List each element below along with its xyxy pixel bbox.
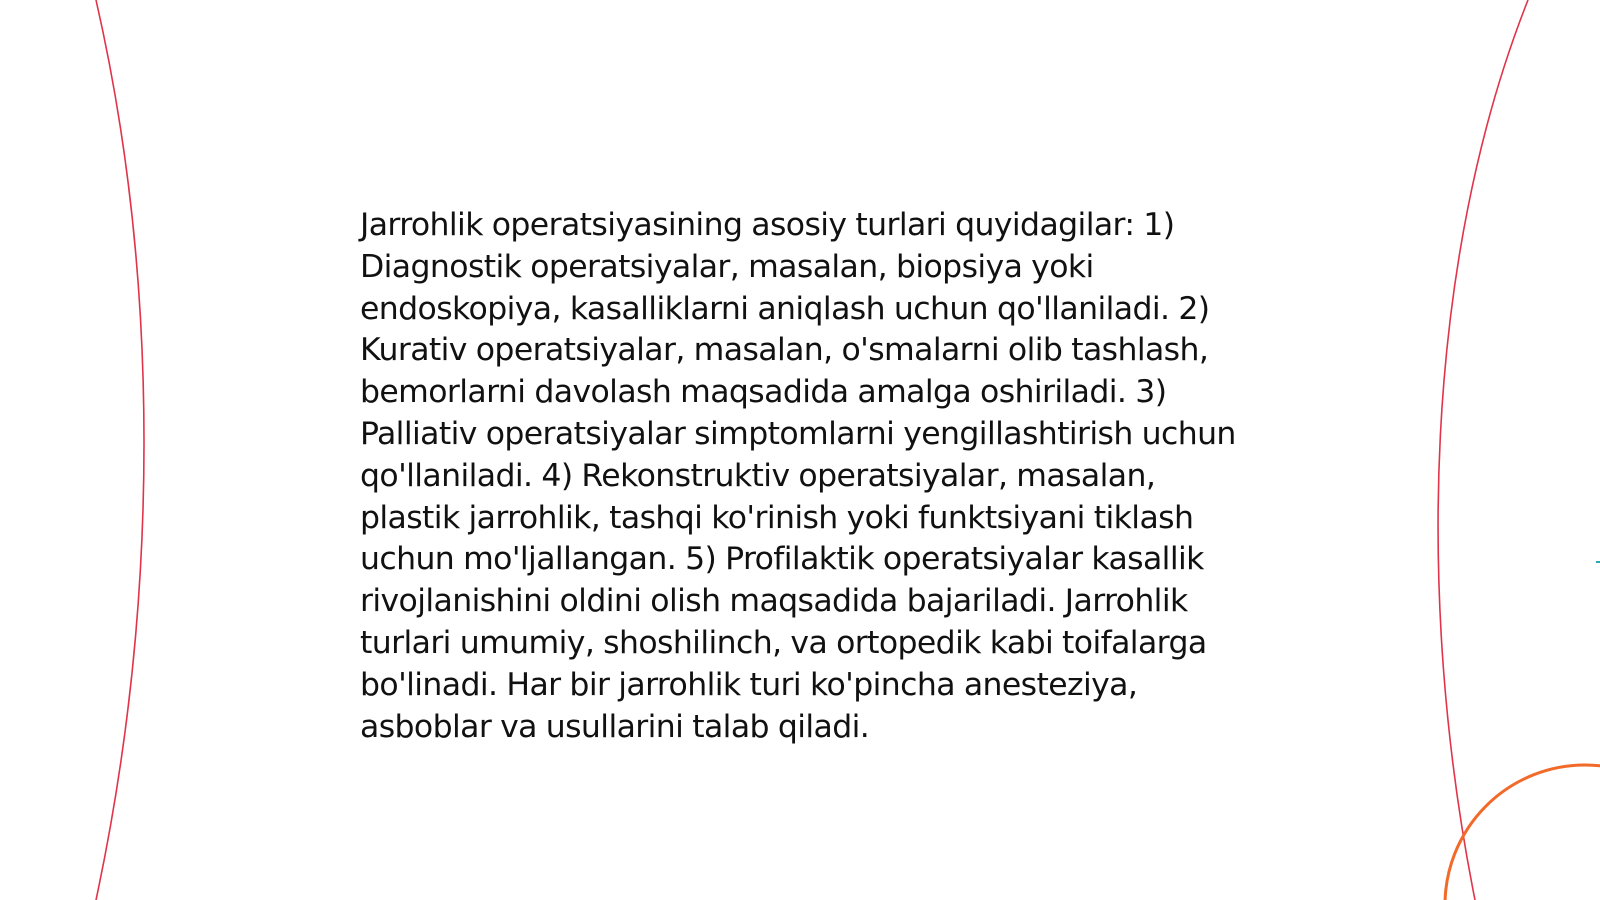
right-arc-line	[1438, 0, 1528, 900]
corner-circle-outline	[1445, 765, 1600, 900]
left-arc-line	[96, 0, 144, 900]
slide-body-text: Jarrohlik operatsiyasining asosiy turlari quyidagilar: 1) Diagnostik operatsiyalar, masalan, biopsiya yoki endoskopiya, kasalliklarni aniqlash uchun qo'llaniladi. 2) Kurativ operatsiyalar, masalan, o'smalarni olib tashlash, bemorlarni davolash maqsadida amalga oshiriladi. 3) Palliativ operatsiyalar simptomlarni yengillashtirish uchun qo'llaniladi. 4) Rekonstruktiv operatsiyalar, masalan, plastik jarrohlik, tashqi ko'rinish yoki funktsiyani tiklash uchun mo'ljallangan. 5) Profilaktik operatsiyalar kasallik rivojlanishini oldini olish maqsadida bajariladi. Jarrohlik turlari umumiy, shoshilinch, va ortopedik kabi toifalarga bo'linadi. Har bir jarrohlik turi ko'pincha anesteziya, asboblar va usullarini talab qiladi.	[360, 207, 1236, 745]
